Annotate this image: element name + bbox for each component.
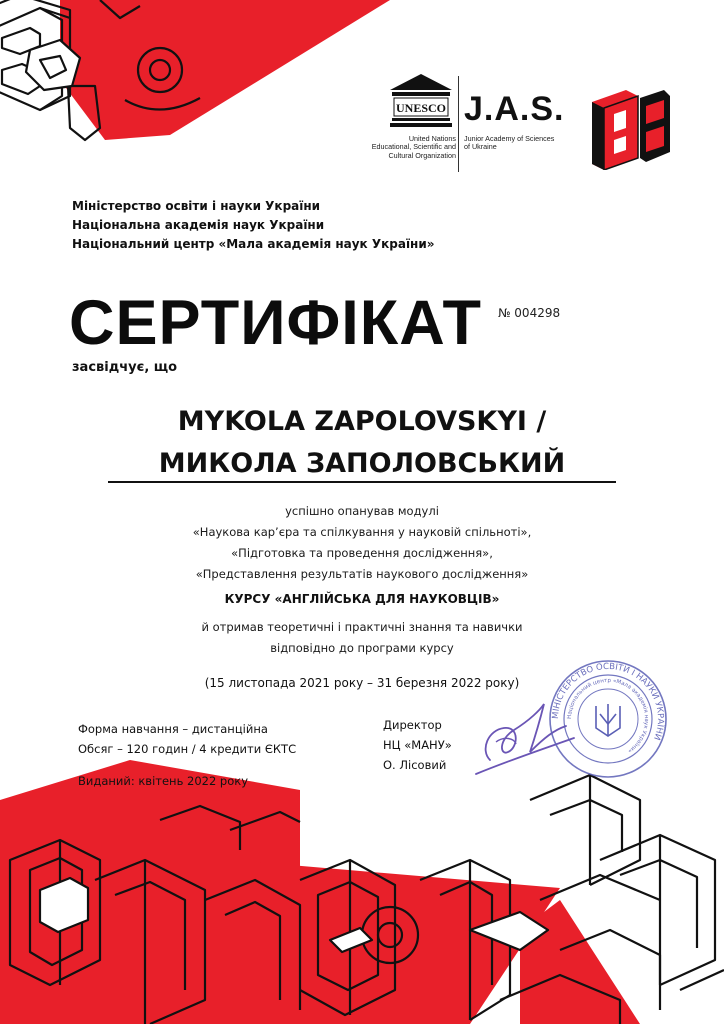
director-role: Директор	[383, 718, 442, 732]
study-volume: Обсяг – 120 годин / 4 кредити ЄКТС	[78, 742, 297, 756]
svg-text:Національний центр «Мала акаде: Національний центр «Мала академія наук України»	[566, 677, 650, 754]
org-ministry: Міністерство освіти і науки України	[72, 199, 321, 213]
certificate-number: № 004298	[498, 306, 561, 320]
course-name: КУРСУ «АНГЛІЙСЬКА ДЛЯ НАУКОВЦІВ»	[224, 592, 500, 606]
brand-b3-logo-icon	[586, 88, 672, 170]
official-stamp	[548, 658, 668, 780]
recipient-name-cyrillic: МИКОЛА ЗАПОЛОВСЬКИЙ	[158, 448, 566, 479]
unesco-caption: United Nations Educational, Scientific and Cultural Organization	[371, 134, 456, 160]
svg-text:В3: В3	[586, 88, 588, 89]
recipient-name-latin: MYKOLA ZAPOLOVSKYI /	[177, 406, 547, 437]
study-form: Форма навчання – дистанційна	[78, 722, 268, 736]
certifies-text: засвідчує, що	[72, 360, 178, 375]
jas-wordmark: J.A.S.	[464, 90, 565, 128]
body-line-3: «Підготовка та проведення дослідження»,	[231, 546, 493, 560]
body-line-1: успішно опанував модулі	[285, 504, 439, 518]
name-underline	[108, 481, 616, 483]
org-center: Національний центр «Мала академія наук України»	[72, 237, 435, 251]
body-line-2: «Наукова кар’єра та спілкування у науковій спільноті»,	[192, 525, 532, 539]
issuing-organizations	[72, 197, 435, 254]
result-line-2: відповідно до програми курсу	[270, 641, 454, 655]
course-period: (15 листопада 2021 року – 31 березня 2022 року)	[204, 676, 520, 690]
org-academy: Національна академія наук України	[72, 218, 325, 232]
logo-divider	[458, 76, 459, 172]
unesco-temple-icon	[388, 72, 454, 130]
result-line-1: й отримав теоретичні і практичні знання та навички	[201, 620, 523, 634]
issue-date: Виданий: квітень 2022 року	[78, 774, 249, 788]
director-org: НЦ «МАНУ»	[383, 738, 452, 752]
body-line-4: «Представлення результатів наукового дослідження»	[195, 567, 529, 581]
trident-icon	[596, 704, 620, 736]
director-name: О. Лісовий	[383, 758, 447, 772]
certificate-title: СЕРТИФІКАТ	[69, 288, 483, 358]
svg-text:МІНІСТЕРСТВО ОСВІТИ І НАУКИ УК: МІНІСТЕРСТВО ОСВІТИ І НАУКИ УКРАЇНИ	[550, 661, 666, 742]
jas-caption: Junior Academy of Sciences of Ukraine	[464, 134, 555, 152]
svg-text:UNESCO: UNESCO	[395, 101, 447, 115]
